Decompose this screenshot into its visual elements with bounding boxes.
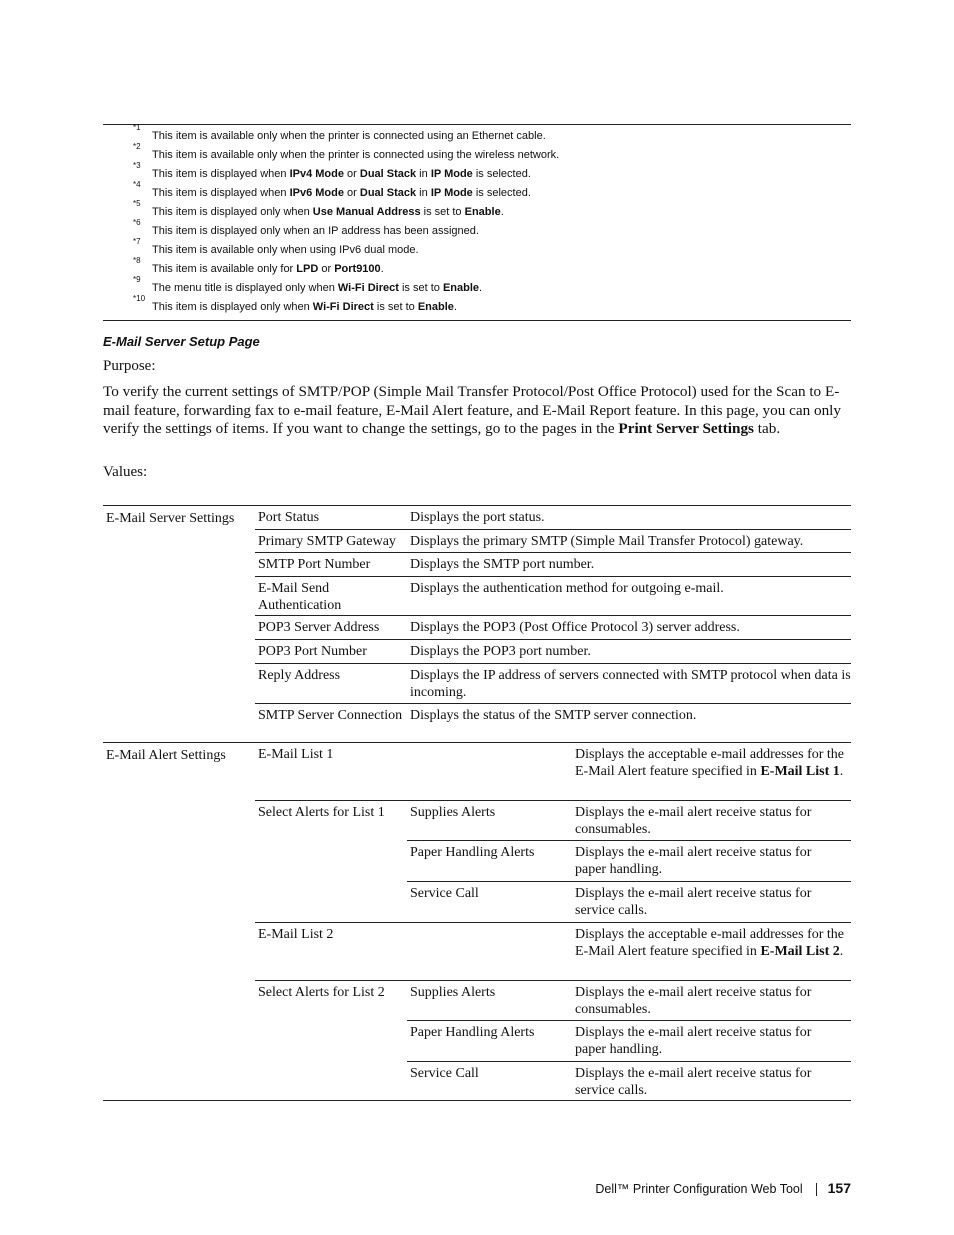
page-footer bbox=[595, 1180, 851, 1196]
row-divider bbox=[255, 529, 851, 530]
table-group bbox=[103, 742, 851, 1101]
footnotes-top-rule bbox=[103, 124, 851, 125]
table-item-description bbox=[410, 619, 851, 636]
table-item-description bbox=[410, 580, 851, 597]
footnote-bold-text: Enable bbox=[417, 301, 454, 313]
footer-title: Dell™ Printer Configuration Web Tool bbox=[595, 1182, 803, 1196]
row-divider bbox=[255, 980, 851, 981]
footnote-text bbox=[152, 279, 482, 298]
footnote-text: This item is available only for bbox=[152, 263, 297, 275]
footnote-bold-text: Wi-Fi Direct bbox=[312, 301, 374, 313]
description-text: Displays the e-mail alert receive status for service calls. bbox=[575, 886, 812, 918]
purpose-text: tab. bbox=[753, 420, 781, 438]
footnote-text: . bbox=[453, 301, 457, 313]
footnote-text: This item is displayed only when bbox=[152, 206, 313, 218]
table-item-description bbox=[575, 885, 845, 919]
description-text: Displays the e-mail alert receive status for consumables. bbox=[575, 985, 812, 1017]
table-item-name: Select Alerts for List 2 bbox=[258, 985, 385, 1000]
values-table bbox=[103, 505, 851, 1101]
table-item-description bbox=[575, 1065, 845, 1099]
section-title: E-Mail Server Setup Page bbox=[103, 334, 260, 349]
row-divider bbox=[407, 840, 851, 841]
footnote-bold-text: IP Mode bbox=[430, 168, 473, 180]
description-text: Displays the acceptable e-mail addresses for the E-Mail Alert feature specified in bbox=[575, 747, 845, 779]
footnote-bold-text: Wi-Fi Direct bbox=[337, 282, 399, 294]
footnotes-bottom-rule bbox=[103, 320, 851, 321]
description-text: Displays the IP address of servers connected with SMTP protocol when data is incoming. bbox=[410, 668, 851, 700]
purpose-bold-text: Print Server Settings bbox=[618, 420, 754, 438]
footnote-mark: *5 bbox=[133, 199, 141, 208]
table-item-name: POP3 Port Number bbox=[258, 644, 367, 659]
description-text: Displays the port status. bbox=[410, 510, 545, 525]
table-item-description bbox=[575, 984, 845, 1018]
footnote-item bbox=[103, 180, 851, 203]
footnote-bold-text: IPv6 Mode bbox=[289, 187, 344, 199]
table-item-name: Port Status bbox=[258, 510, 320, 525]
footnote-item bbox=[103, 199, 851, 222]
footnote-item bbox=[103, 123, 851, 146]
footnote-text: in bbox=[416, 168, 431, 180]
footnote-text bbox=[152, 184, 531, 203]
footnote-mark: *10 bbox=[133, 294, 146, 303]
footnote-text bbox=[152, 203, 504, 222]
footnote-text bbox=[152, 260, 384, 279]
footnote-text: This item is available only when using IPv6 dual mode. bbox=[152, 244, 419, 256]
footnote-mark: *2 bbox=[133, 142, 141, 151]
footnote-text bbox=[152, 298, 457, 317]
footnotes-list bbox=[103, 123, 851, 317]
footnote-text: The menu title is displayed only when bbox=[152, 282, 338, 294]
footnote-item bbox=[103, 275, 851, 298]
footnote-text: This item is displayed when bbox=[152, 187, 290, 199]
footnote-text bbox=[152, 241, 419, 260]
table-subitem-name: Service Call bbox=[410, 886, 479, 901]
description-text: Displays the e-mail alert receive status for paper handling. bbox=[575, 845, 812, 877]
footnote-bold-text: IP Mode bbox=[430, 187, 473, 199]
footnote-text bbox=[152, 146, 559, 165]
purpose-paragraph bbox=[103, 383, 855, 439]
description-text: Displays the POP3 (Post Office Protocol 3) server address. bbox=[410, 620, 740, 635]
footnote-item bbox=[103, 256, 851, 279]
table-item-name: SMTP Port Number bbox=[258, 557, 371, 572]
footnote-text: is set to bbox=[420, 206, 465, 218]
table-item-description bbox=[410, 707, 851, 724]
table-item-description bbox=[575, 804, 845, 838]
footnote-mark: *3 bbox=[133, 161, 141, 170]
values-label: Values: bbox=[103, 464, 148, 480]
table-subitem-name: Service Call bbox=[410, 1066, 479, 1081]
table-item-name: E-Mail Send Authentication bbox=[258, 581, 342, 613]
table-item-name: SMTP Server Connection bbox=[258, 708, 403, 723]
table-item-name: Reply Address bbox=[258, 668, 341, 683]
footnote-bold-text: Enable bbox=[464, 206, 501, 218]
table-item-description bbox=[575, 746, 845, 780]
footnote-text: or bbox=[343, 168, 360, 180]
purpose-text: To verify the current settings of SMTP/POP (Simple Mail Transfer Protocol/Post Office Protocol) used for the Scan to E-mail feature, forwarding fax to e-mail feature, E-Mail Alert feature, and E-Mail Report feature. In this page, you can only verify the settings of items. If you want to change the settings, go to the pages in the bbox=[103, 383, 841, 438]
purpose-label: Purpose: bbox=[103, 358, 156, 374]
footnote-item bbox=[103, 161, 851, 184]
table-item-description bbox=[575, 1024, 845, 1058]
table-item-description bbox=[410, 643, 851, 660]
row-divider bbox=[255, 639, 851, 640]
description-text: Displays the SMTP port number. bbox=[410, 557, 595, 572]
description-text: Displays the status of the SMTP server connection. bbox=[410, 708, 697, 723]
description-text: Displays the primary SMTP (Simple Mail Transfer Protocol) gateway. bbox=[410, 534, 804, 549]
footnote-mark: *8 bbox=[133, 256, 141, 265]
footnote-mark: *6 bbox=[133, 218, 141, 227]
footnote-bold-text: Port9100 bbox=[334, 263, 381, 275]
footnote-mark: *4 bbox=[133, 180, 141, 189]
table-item-name: Primary SMTP Gateway bbox=[258, 534, 396, 549]
footnote-bold-text: Dual Stack bbox=[359, 187, 417, 199]
footnote-bold-text: LPD bbox=[296, 263, 319, 275]
footnote-text bbox=[152, 222, 479, 241]
row-divider bbox=[255, 615, 851, 616]
footnote-mark: *9 bbox=[133, 275, 141, 284]
description-text: Displays the acceptable e-mail addresses for the E-Mail Alert feature specified in bbox=[575, 927, 845, 959]
footnote-text: is set to bbox=[398, 282, 443, 294]
row-divider bbox=[255, 703, 851, 704]
description-text: Displays the e-mail alert receive status for paper handling. bbox=[575, 1025, 812, 1057]
table-group bbox=[103, 505, 851, 742]
row-divider bbox=[255, 576, 851, 577]
footnote-text: This item is available only when the printer is connected using the wireless network. bbox=[152, 149, 560, 161]
description-bold-text: E-Mail List 2 bbox=[760, 944, 840, 959]
table-subitem-name: Paper Handling Alerts bbox=[410, 845, 535, 860]
description-text: . bbox=[839, 944, 844, 959]
page-number: 157 bbox=[827, 1180, 851, 1196]
table-item-description bbox=[575, 844, 845, 878]
footnote-text: . bbox=[500, 206, 504, 218]
footnote-text: or bbox=[318, 263, 335, 275]
footnote-text: or bbox=[343, 187, 360, 199]
footnote-text: This item is displayed only when bbox=[152, 301, 313, 313]
footnote-item bbox=[103, 237, 851, 260]
footnote-bold-text: IPv4 Mode bbox=[289, 168, 344, 180]
footnote-text: This item is displayed when bbox=[152, 168, 290, 180]
footnote-text: is selected. bbox=[472, 168, 531, 180]
row-divider bbox=[255, 552, 851, 553]
table-subitem-name: Supplies Alerts bbox=[410, 985, 496, 1000]
row-divider bbox=[255, 922, 851, 923]
group-label: E-Mail Alert Settings bbox=[106, 748, 226, 763]
table-item-description bbox=[575, 926, 845, 960]
footnote-text bbox=[152, 127, 546, 146]
footnote-bold-text: Use Manual Address bbox=[312, 206, 421, 218]
footnote-text bbox=[152, 165, 531, 184]
footnote-text: . bbox=[479, 282, 483, 294]
footnote-item bbox=[103, 218, 851, 241]
table-subitem-name: Supplies Alerts bbox=[410, 805, 496, 820]
table-item-description bbox=[410, 667, 851, 701]
footnote-bold-text: Enable bbox=[442, 282, 480, 294]
row-divider bbox=[407, 1020, 851, 1021]
table-item-name: E-Mail List 2 bbox=[258, 927, 334, 942]
table-item-description bbox=[410, 509, 851, 526]
description-text: Displays the POP3 port number. bbox=[410, 644, 591, 659]
table-item-description bbox=[410, 533, 851, 550]
row-divider bbox=[407, 881, 851, 882]
table-subitem-name: Paper Handling Alerts bbox=[410, 1025, 535, 1040]
footnote-item bbox=[103, 142, 851, 165]
footnote-text: This item is displayed only when an IP address has been assigned. bbox=[152, 225, 479, 237]
description-text: Displays the e-mail alert receive status for consumables. bbox=[575, 805, 812, 837]
footnote-text: is set to bbox=[373, 301, 418, 313]
row-divider bbox=[255, 663, 851, 664]
group-label: E-Mail Server Settings bbox=[106, 511, 235, 526]
table-item-name: POP3 Server Address bbox=[258, 620, 380, 635]
footnote-mark: *1 bbox=[133, 123, 141, 132]
description-text: Displays the e-mail alert receive status for service calls. bbox=[575, 1066, 812, 1098]
footer-separator bbox=[816, 1183, 817, 1196]
footnote-text: is selected. bbox=[472, 187, 531, 199]
table-item-name: E-Mail List 1 bbox=[258, 747, 334, 762]
footnote-text: This item is available only when the printer is connected using an Ethernet cable. bbox=[152, 130, 546, 142]
table-item-description bbox=[410, 556, 851, 573]
footnote-item bbox=[103, 294, 851, 317]
row-divider bbox=[255, 800, 851, 801]
table-item-name: Select Alerts for List 1 bbox=[258, 805, 385, 820]
footnote-text: . bbox=[380, 263, 384, 275]
footnote-mark: *7 bbox=[133, 237, 141, 246]
description-text: . bbox=[839, 764, 844, 779]
row-divider bbox=[407, 1061, 851, 1062]
description-bold-text: E-Mail List 1 bbox=[760, 764, 840, 779]
description-text: Displays the authentication method for outgoing e-mail. bbox=[410, 581, 724, 596]
footnote-text: in bbox=[416, 187, 431, 199]
footnote-bold-text: Dual Stack bbox=[359, 168, 417, 180]
